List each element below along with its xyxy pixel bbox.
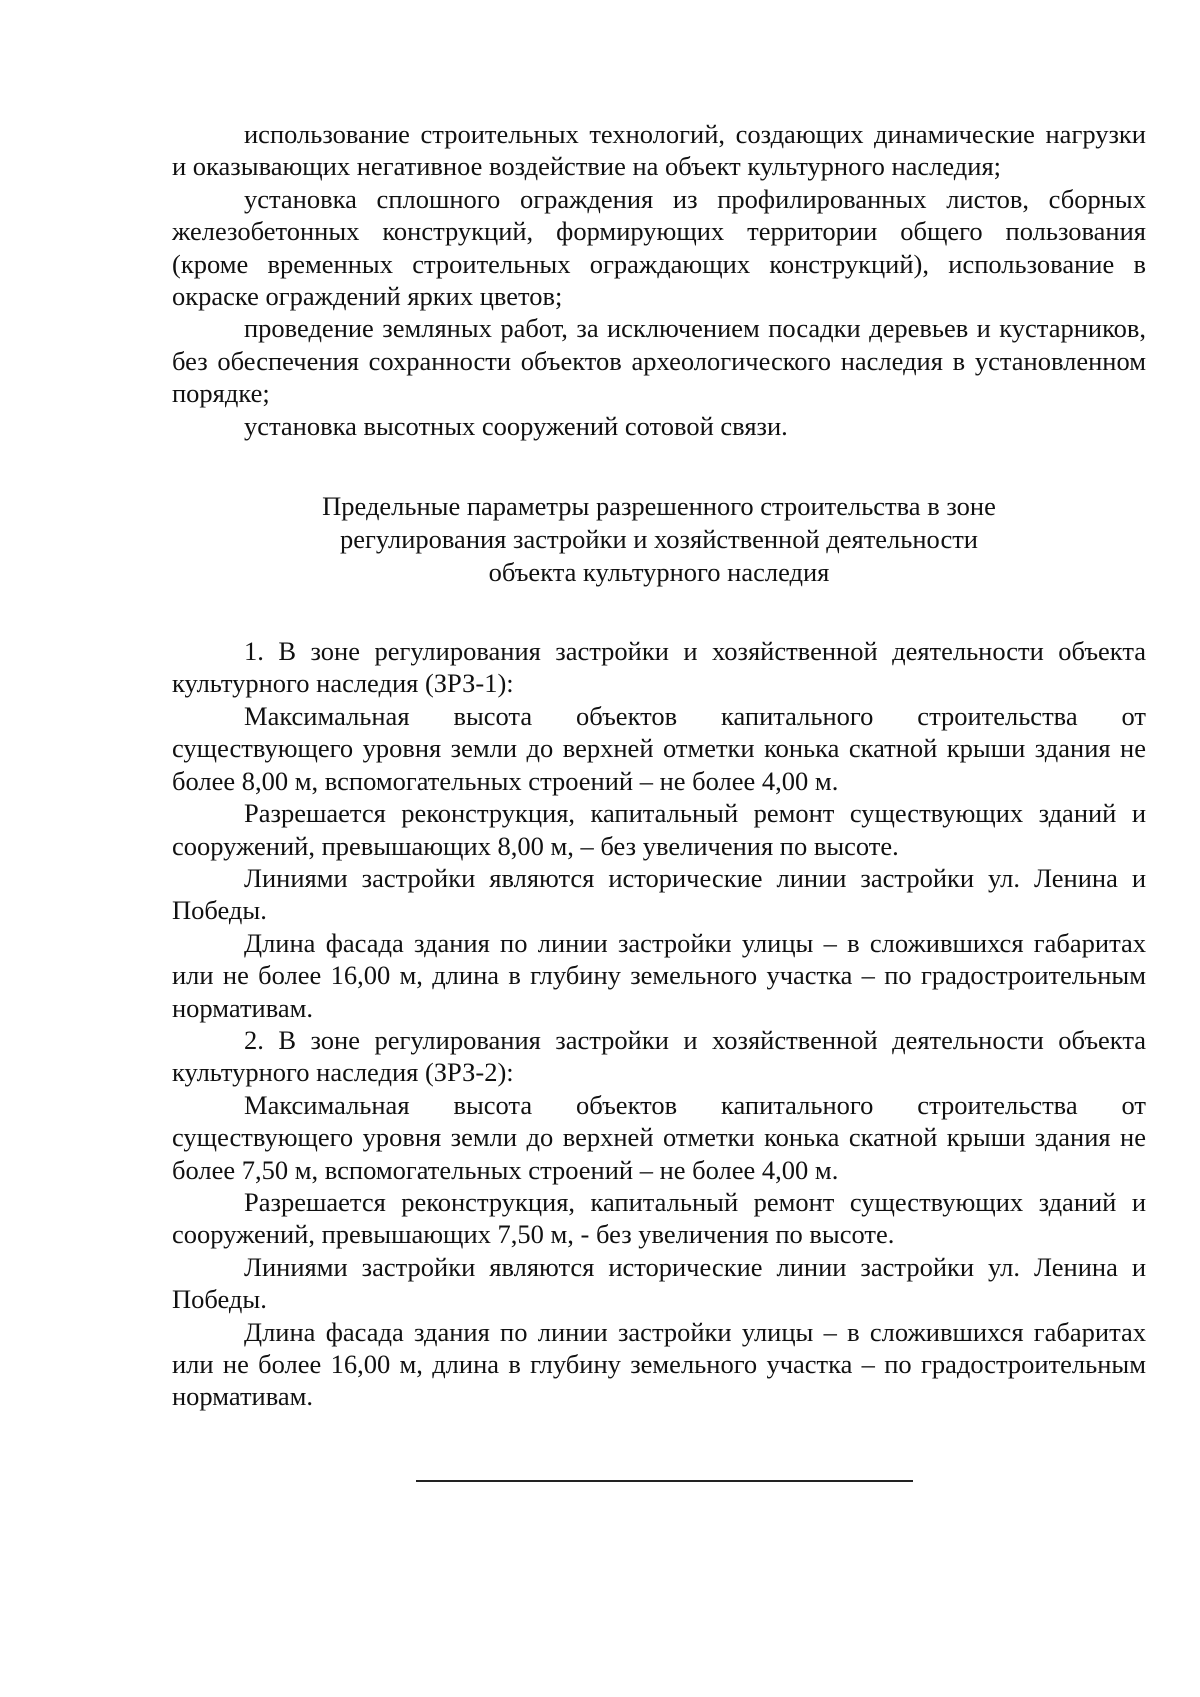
end-divider-line [416, 1480, 913, 1482]
zone1-height-limit: Максимальная высота объектов капитального строительства от существующего уровня земли до верхней отметки конька скатной крыши здания не более 8,00 м, вспомогательных строений – не более 4,00 м. [172, 700, 1146, 796]
section-heading-line: Предельные параметры разрешенного строительства в зоне [322, 491, 996, 522]
zone1-intro: 1. В зоне регулирования застройки и хозяйственной деятельности объекта культурного наследия (ЗРЗ-1): [172, 636, 1146, 699]
restriction-paragraph: использование строительных технологий, создающих динамические нагрузки и оказывающих негативное воздействие на объект культурного наследия; [172, 119, 1146, 182]
zone2-height-limit: Максимальная высота объектов капитального строительства от существующего уровня земли до верхней отметки конька скатной крыши здания не более 7,50 м, вспомогательных строений – не более 4,00 м. [172, 1089, 1146, 1185]
document-page [172, 118, 1146, 1413]
restriction-paragraph: проведение земляных работ, за исключением посадки деревьев и кустарников, без обеспечения сохранности объектов археологического наследия в установленном порядке; [172, 313, 1146, 409]
zone2-reconstruction: Разрешается реконструкция, капитальный ремонт существующих зданий и сооружений, превышающих 7,50 м, - без увеличения по высоте. [172, 1186, 1146, 1250]
zone1-facade-length: Длина фасада здания по линии застройки улицы – в сложившихся габаритах или не более 16,00 м, длина в глубину земельного участка – по градостроительным нормативам. [172, 927, 1146, 1023]
section-heading-line: объекта культурного наследия [488, 557, 830, 588]
restriction-paragraph: установка сплошного ограждения из профилированных листов, сборных железобетонных конструкций, формирующих территории общего пользования (кроме временных строительных ограждающих конструкций), использование в окраске ограждений ярких цветов; [172, 183, 1146, 312]
zone2-intro: 2. В зоне регулирования застройки и хозяйственной деятельности объекта культурного наследия (ЗРЗ-2): [172, 1024, 1146, 1088]
section-heading-line: регулирования застройки и хозяйственной деятельности [340, 524, 978, 555]
restriction-paragraph: установка высотных сооружений сотовой связи. [244, 410, 788, 441]
zone2-facade-length: Длина фасада здания по линии застройки улицы – в сложившихся габаритах или не более 16,00 м, длина в глубину земельного участка – по градостроительным нормативам. [172, 1316, 1146, 1412]
zone2-building-lines: Линиями застройки являются исторические линии застройки ул. Ленина и Победы. [172, 1251, 1146, 1315]
zone1-building-lines: Линиями застройки являются исторические линии застройки ул. Ленина и Победы. [172, 862, 1146, 926]
section-heading [172, 490, 1146, 589]
zone1-reconstruction: Разрешается реконструкция, капитальный ремонт существующих зданий и сооружений, превышающих 8,00 м, – без увеличения по высоте. [172, 798, 1146, 861]
